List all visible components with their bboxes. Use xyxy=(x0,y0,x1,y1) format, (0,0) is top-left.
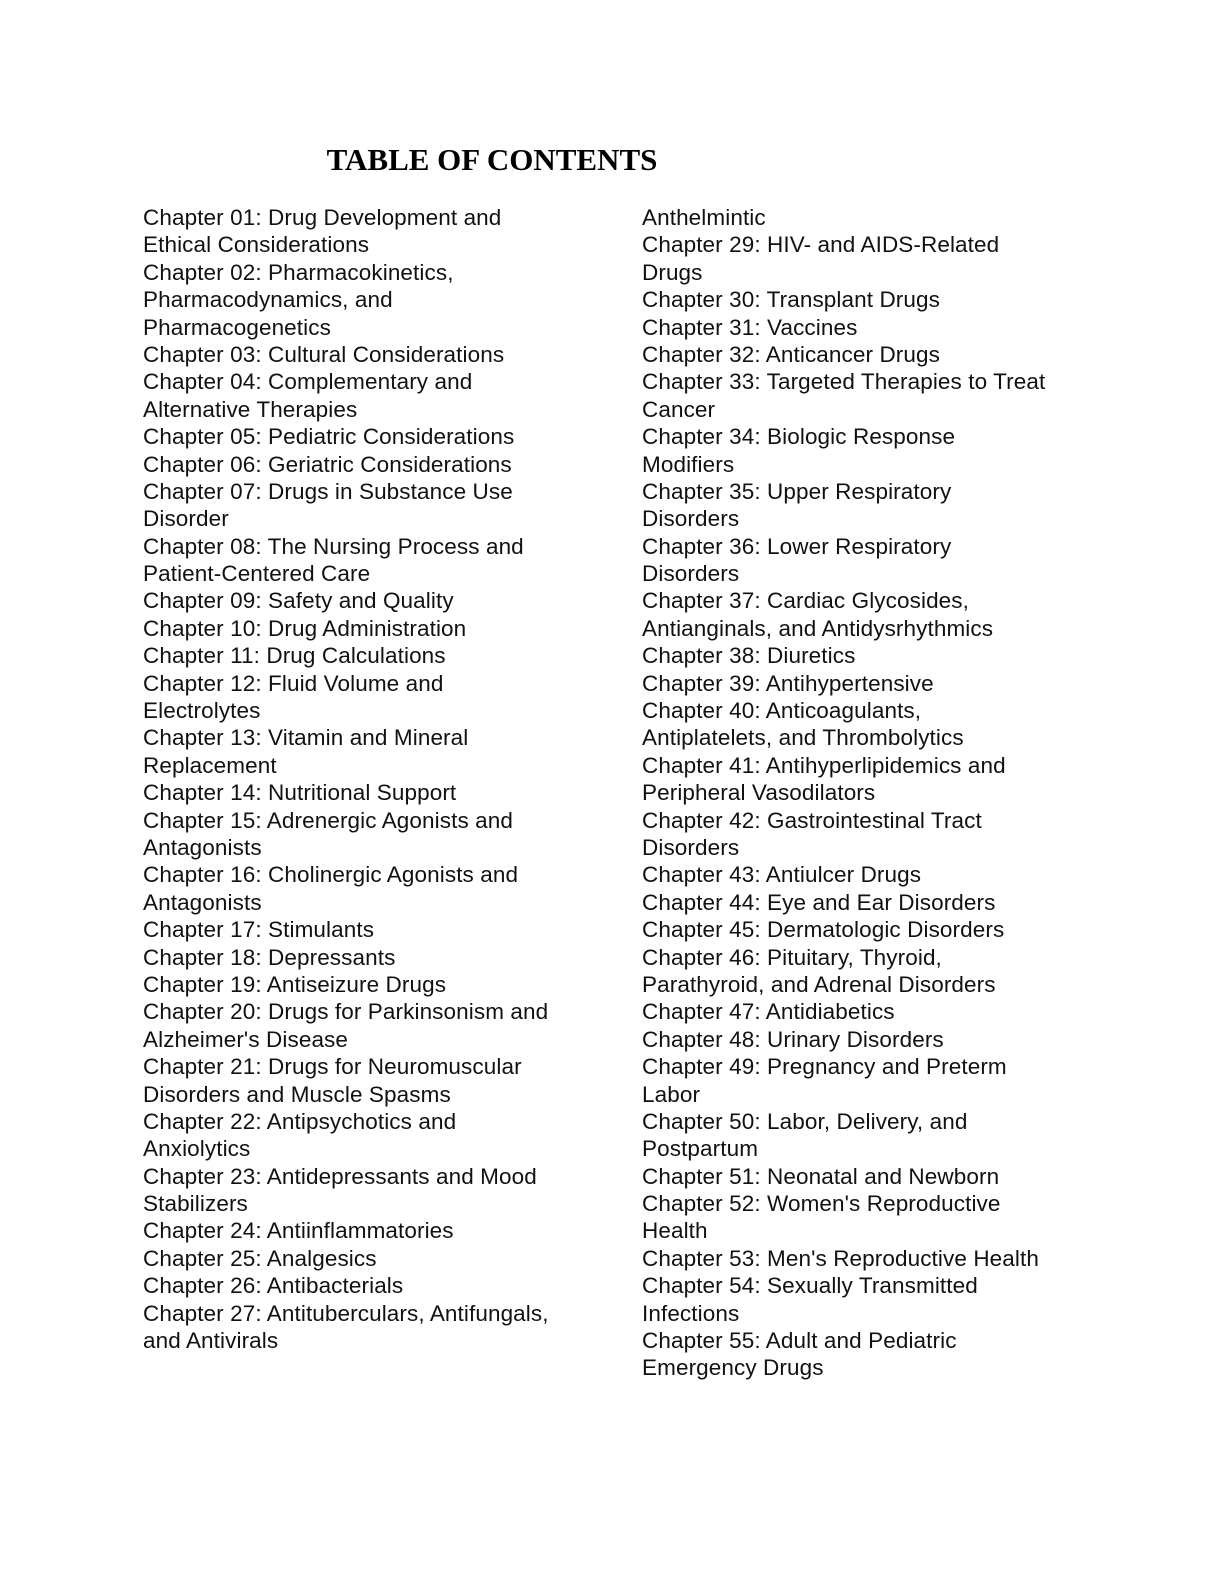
toc-left-column xyxy=(143,204,593,1354)
toc-line: Peripheral Vasodilators xyxy=(642,780,876,806)
toc-line: Chapter 24: Antiinflammatories xyxy=(143,1218,454,1244)
toc-line: Chapter 23: Antidepressants and Mood xyxy=(143,1163,537,1189)
toc-line: Emergency Drugs xyxy=(642,1355,824,1381)
toc-line: Alternative Therapies xyxy=(143,396,358,422)
toc-line: Postpartum xyxy=(642,1136,759,1162)
toc-line: Chapter 12: Fluid Volume and xyxy=(143,670,444,696)
toc-line: Chapter 14: Nutritional Support xyxy=(143,780,457,806)
toc-line: Chapter 49: Pregnancy and Preterm xyxy=(642,1054,1007,1080)
toc-line: Chapter 50: Labor, Delivery, and xyxy=(642,1108,968,1134)
toc-line: Chapter 03: Cultural Considerations xyxy=(143,341,505,367)
toc-line: Anxiolytics xyxy=(143,1136,251,1162)
toc-line: Chapter 42: Gastrointestinal Tract xyxy=(642,807,982,833)
toc-line: Chapter 02: Pharmacokinetics, xyxy=(143,259,454,285)
toc-line: Disorder xyxy=(143,506,229,532)
toc-line: Chapter 52: Women's Reproductive xyxy=(642,1191,1001,1217)
toc-line: Chapter 15: Adrenergic Agonists and xyxy=(143,807,513,833)
toc-line: Electrolytes xyxy=(143,698,261,724)
toc-line: Disorders and Muscle Spasms xyxy=(143,1081,451,1107)
toc-line: Antagonists xyxy=(143,889,262,915)
toc-line: Chapter 45: Dermatologic Disorders xyxy=(642,917,1005,943)
toc-line: Chapter 37: Cardiac Glycosides, xyxy=(642,588,969,614)
toc-line: Chapter 35: Upper Respiratory xyxy=(642,478,952,504)
toc-line: Anthelmintic xyxy=(642,205,766,230)
toc-line: Health xyxy=(642,1218,708,1244)
toc-line: Chapter 40: Anticoagulants, xyxy=(642,698,922,724)
toc-line: Disorders xyxy=(642,506,740,532)
toc-line: Labor xyxy=(642,1081,701,1107)
page-title: TABLE OF CONTENTS xyxy=(326,142,658,177)
toc-line: Drugs xyxy=(642,259,703,285)
toc-line: Chapter 30: Transplant Drugs xyxy=(642,287,940,313)
toc-line: Chapter 36: Lower Respiratory xyxy=(642,533,952,559)
toc-line: Chapter 13: Vitamin and Mineral xyxy=(143,725,469,751)
toc-line: Chapter 26: Antibacterials xyxy=(143,1273,404,1299)
toc-line: Parathyroid, and Adrenal Disorders xyxy=(642,971,996,997)
toc-line: Chapter 01: Drug Development and xyxy=(143,205,502,230)
toc-line: Chapter 55: Adult and Pediatric xyxy=(642,1328,957,1354)
toc-line: Chapter 22: Antipsychotics and xyxy=(143,1108,457,1134)
toc-line: Chapter 34: Biologic Response xyxy=(642,424,956,450)
toc-line: Disorders xyxy=(642,834,740,860)
toc-line: Stabilizers xyxy=(143,1191,248,1217)
toc-line: Chapter 39: Antihypertensive xyxy=(642,670,934,696)
toc-line: Chapter 51: Neonatal and Newborn xyxy=(642,1163,1000,1189)
toc-line: Ethical Considerations xyxy=(143,232,370,258)
toc-line: Chapter 46: Pituitary, Thyroid, xyxy=(642,944,942,970)
toc-line: Pharmacogenetics xyxy=(143,314,331,340)
toc-line: Chapter 44: Eye and Ear Disorders xyxy=(642,889,996,915)
toc-line: Chapter 11: Drug Calculations xyxy=(143,643,446,669)
toc-line: Chapter 04: Complementary and xyxy=(143,369,473,395)
toc-line: Modifiers xyxy=(642,451,735,477)
toc-line: Chapter 17: Stimulants xyxy=(143,917,375,943)
toc-line: Antagonists xyxy=(143,834,262,860)
toc-line: Chapter 41: Antihyperlipidemics and xyxy=(642,752,1006,778)
toc-line: Disorders xyxy=(642,561,740,587)
toc-line: Chapter 47: Antidiabetics xyxy=(642,999,895,1025)
toc-line: Cancer xyxy=(642,396,716,422)
toc-line: Chapter 16: Cholinergic Agonists and xyxy=(143,862,519,888)
toc-line: Chapter 10: Drug Administration xyxy=(143,615,467,641)
toc-line: Chapter 06: Geriatric Considerations xyxy=(143,451,512,477)
toc-line: Chapter 08: The Nursing Process and xyxy=(143,533,524,559)
toc-line: Antiplatelets, and Thrombolytics xyxy=(642,725,964,751)
toc-line: Chapter 21: Drugs for Neuromuscular xyxy=(143,1054,522,1080)
toc-line: Antianginals, and Antidysrhythmics xyxy=(642,615,994,641)
toc-line: Chapter 05: Pediatric Considerations xyxy=(143,424,515,450)
toc-line: Chapter 31: Vaccines xyxy=(642,314,858,340)
toc-line: Chapter 09: Safety and Quality xyxy=(143,588,454,614)
toc-line: Chapter 07: Drugs in Substance Use xyxy=(143,478,513,504)
toc-line: Chapter 54: Sexually Transmitted xyxy=(642,1273,978,1299)
toc-line: Pharmacodynamics, and xyxy=(143,287,393,313)
toc-line: Chapter 32: Anticancer Drugs xyxy=(642,341,940,367)
toc-line: Replacement xyxy=(143,752,277,778)
toc-line: Chapter 29: HIV- and AIDS-Related xyxy=(642,232,1000,258)
toc-line: Chapter 25: Analgesics xyxy=(143,1245,377,1271)
toc-line: Chapter 33: Targeted Therapies to Treat xyxy=(642,369,1046,395)
toc-line: Chapter 27: Antituberculars, Antifungals, xyxy=(143,1300,549,1326)
toc-line: Chapter 38: Diuretics xyxy=(642,643,856,669)
toc-line: Chapter 43: Antiulcer Drugs xyxy=(642,862,922,888)
toc-line: Chapter 19: Antiseizure Drugs xyxy=(143,971,447,997)
toc-line: Chapter 20: Drugs for Parkinsonism and xyxy=(143,999,549,1025)
toc-line: Infections xyxy=(642,1300,740,1326)
toc-right-column xyxy=(642,204,1092,1382)
toc-line: Chapter 18: Depressants xyxy=(143,944,396,970)
toc-line: and Antivirals xyxy=(143,1328,279,1354)
toc-line: Chapter 53: Men's Reproductive Health xyxy=(642,1245,1039,1271)
toc-line: Patient-Centered Care xyxy=(143,561,371,587)
toc-line: Alzheimer's Disease xyxy=(143,1026,349,1052)
toc-line: Chapter 48: Urinary Disorders xyxy=(642,1026,944,1052)
